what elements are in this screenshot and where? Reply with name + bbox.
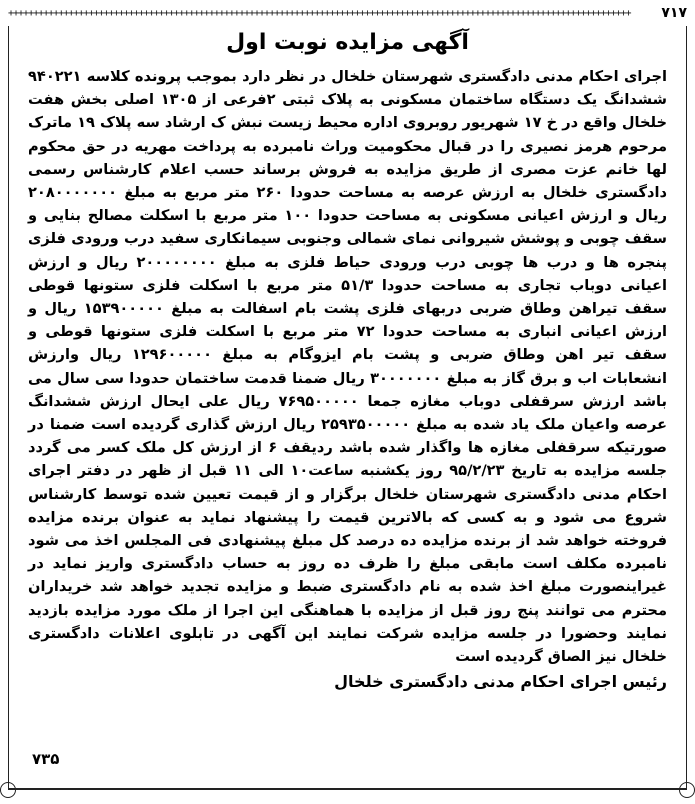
corner-ornament-left <box>0 782 16 798</box>
notice-body: اجرای احکام مدنی دادگستری شهرستان خلخال در نظر دارد بموجب پرونده کلاسه ۹۴۰۲۲۱ ششدانگ یک دستگاه ساختمان مسکونی به پلاک ثبتی ۲فرعی از ۱۳۰۵ اصلی بخش هفت خلخال واقع در خ ۱۷ شهریور روبروی اداره محیط زیست نبش ک ارشاد سه پلاک ۱۹ ماترک مرحوم هرمز نصیری را در قبال محکومیت وراث نامبرده به پرداخت مهریه در حق محکوم لها خانم عزت مصری از طریق مزایده به فروش برساند حسب اعلام کارشناس رسمی دادگستری خلخال به ارزش عرصه به مساحت حدودا ۲۶۰ متر مربع به مبلغ ۲۰۸۰۰۰۰۰۰۰ ریال و ارزش اعیانی مسکونی به مساحت حدودا ۱۰۰ متر مربع با اسکلت مصالح بنایی و سقف چوبی و پوشش شیروانی نمای شمالی وجنوبی سیمانکاری سفید درب ورودی فلزی پنجره ها و درب ها چوبی درب ورودی حیاط فلزی به مبلغ ۲۰۰۰۰۰۰۰۰ ریال و ارزش اعیانی دوباب تجاری به مساحت حدودا ۵۱/۳ متر مربع با اسکلت فلزی ستونها قوطی سقف تیراهن وطاق ضربی دربهای فلزی پشت بام اسفالت به مبلغ ۱۵۳۹۰۰۰۰۰ ریال و ارزش اعیانی انباری به مساحت حدودا ۷۲ متر مربع با اسکلت فلزی ستونها قوطی و سقف تیر اهن وطاق ضربی و پشت بام ایزوگام به مبلغ ۱۲۹۶۰۰۰۰۰ ریال وارزش انشعابات اب و برق گاز به مبلغ ۳۰۰۰۰۰۰۰ ریال ضمنا قدمت ساختمان حدودا سی سال می باشد ارزش سرقفلی دوباب مغازه جمعا ۷۶۹۵۰۰۰۰۰ ریال علی ایحال ارزش ششدانگ عرصه واعیان ملک یاد شده به مبلغ ۲۵۹۳۵۰۰۰۰۰ ریال ارزش گذاری گردیده است ضمنا در صورتیکه سرقفلی مغازه ها واگذار شده باشد ردیقف ۶ از ارزش کل ملک کسر می گردد جلسه مزایده به تاریخ ۹۵/۲/۲۳ روز یکشنبه ساعت۱۰ الی ۱۱ قبل از ظهر در دفتر اجرای احکام مدنی دادگستری شهرستان خلخال برگزار و از قیمت تعیین شده توسط کارشناس شروع می شود و به کسی که بالاترین قیمت را پیشنهاد نماید به عنوان برنده مزایده فروخته خواهد شد از برنده مزایده ده درصد کل مبلغ پیشنهادی فی المجلس اخذ می شود نامبرده مکلف است مابقی مبلغ را ظرف ده روز به حساب دادگستری واریز نماید در غیراینصورت مبلغ اخذ شده به نام دادگستری ضبط و مزایده تجدید خواهد شد خریداران محترم می توانند پنج روز قبل از مزایده با هماهنگی این اجرا از ملک مورد مزایده بازدید نمایند وحضورا در جلسه مزایده شرکت نمایند این آگهی در تابلوی اعلانات دادگستری خلخال نیز الصاق گردیده است <box>28 68 668 666</box>
page-number: ۷۳۵ <box>32 750 60 768</box>
notice-content <box>28 30 667 691</box>
notice-title: آگهی مزایده نوبت اول <box>226 30 469 55</box>
corner-ornament-right <box>679 782 695 798</box>
ad-number: ۷۱۷ <box>661 5 687 21</box>
plus-rule-divider: ++++++++++++++++++++++++++++++++++++++++++++++++++++++++++++++++++++++++++++++++++++++++++++++++++++++++++++++++++++++++++++ <box>8 7 631 19</box>
top-border <box>8 5 687 21</box>
notice-signature: رئیس اجرای احکام مدنی دادگستری خلخال <box>334 672 667 692</box>
